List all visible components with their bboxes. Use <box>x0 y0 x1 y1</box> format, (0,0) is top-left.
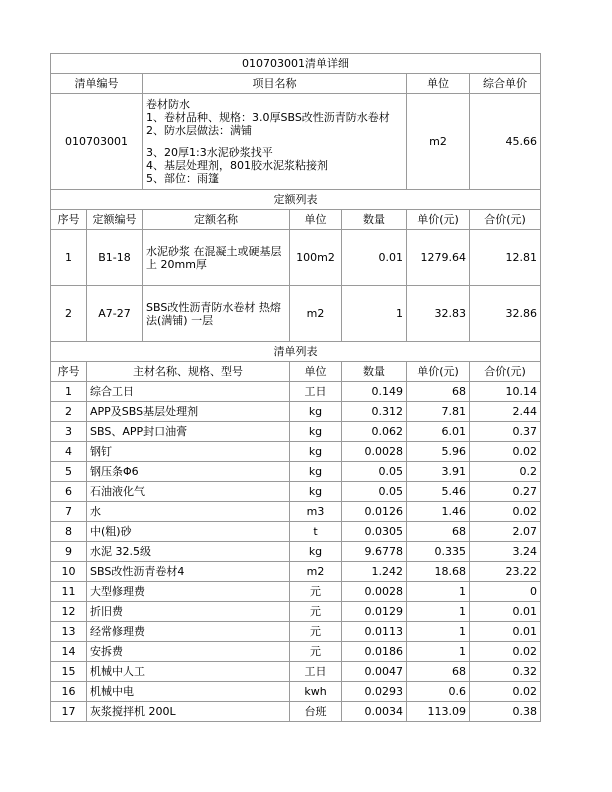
material-qty-header: 数量 <box>342 362 407 382</box>
material-row <box>51 642 541 662</box>
material-qty: 1.242 <box>342 562 407 582</box>
material-seq: 1 <box>51 382 87 402</box>
material-unit-price: 68 <box>407 662 470 682</box>
material-unit-price: 6.01 <box>407 422 470 442</box>
quota-seq: 1 <box>51 230 87 286</box>
quota-total-header: 合价(元) <box>470 210 541 230</box>
material-qty: 0.149 <box>342 382 407 402</box>
bill-description-line: 卷材防水 <box>146 98 190 111</box>
quota-name: 水泥砂浆 在混凝土或硬基层上 20mm厚 <box>143 230 290 286</box>
material-name: 经常修理费 <box>87 622 290 642</box>
material-row <box>51 702 541 722</box>
quota-unit-price: 1279.64 <box>407 230 470 286</box>
material-row <box>51 382 541 402</box>
quota-header-row <box>51 210 541 230</box>
material-unit: 元 <box>290 602 342 622</box>
material-row <box>51 582 541 602</box>
material-name: 钢压条Φ6 <box>87 462 290 482</box>
quota-row <box>51 230 541 286</box>
material-unit: kg <box>290 442 342 462</box>
bill-detail-table <box>50 53 541 722</box>
material-row <box>51 482 541 502</box>
material-name: APP及SBS基层处理剂 <box>87 402 290 422</box>
material-qty: 0.0305 <box>342 522 407 542</box>
material-row <box>51 502 541 522</box>
bill-price: 45.66 <box>470 94 541 190</box>
material-seq-header: 序号 <box>51 362 87 382</box>
material-total: 0.32 <box>470 662 541 682</box>
material-total: 0.02 <box>470 502 541 522</box>
material-name: 钢钉 <box>87 442 290 462</box>
material-section-row <box>51 342 541 362</box>
bill-unit: m2 <box>407 94 470 190</box>
material-name: 中(粗)砂 <box>87 522 290 542</box>
quota-row <box>51 286 541 342</box>
material-seq: 17 <box>51 702 87 722</box>
material-total: 0.02 <box>470 682 541 702</box>
material-row <box>51 622 541 642</box>
material-total: 23.22 <box>470 562 541 582</box>
material-unit: kg <box>290 422 342 442</box>
quota-section-row <box>51 190 541 210</box>
material-unit-price: 5.46 <box>407 482 470 502</box>
material-unit: m2 <box>290 562 342 582</box>
material-qty: 0.0047 <box>342 662 407 682</box>
material-row <box>51 442 541 462</box>
material-total: 2.44 <box>470 402 541 422</box>
bill-price-header: 综合单价 <box>470 74 541 94</box>
material-total: 0.02 <box>470 442 541 462</box>
material-unit: 台班 <box>290 702 342 722</box>
material-total: 3.24 <box>470 542 541 562</box>
material-unit-price: 68 <box>407 522 470 542</box>
material-qty: 0.05 <box>342 482 407 502</box>
material-name: 折旧费 <box>87 602 290 622</box>
quota-unit-price: 32.83 <box>407 286 470 342</box>
material-name-header: 主材名称、规格、型号 <box>87 362 290 382</box>
quota-qty: 0.01 <box>342 230 407 286</box>
material-row <box>51 562 541 582</box>
quota-seq-header: 序号 <box>51 210 87 230</box>
material-unit-price: 7.81 <box>407 402 470 422</box>
quota-name-header: 定额名称 <box>143 210 290 230</box>
material-seq: 11 <box>51 582 87 602</box>
bill-unit-header: 单位 <box>407 74 470 94</box>
material-unit-price: 18.68 <box>407 562 470 582</box>
bill-header-row <box>51 74 541 94</box>
material-unit: kwh <box>290 682 342 702</box>
material-seq: 7 <box>51 502 87 522</box>
quota-total: 32.86 <box>470 286 541 342</box>
material-qty: 0.0293 <box>342 682 407 702</box>
material-qty: 0.0126 <box>342 502 407 522</box>
material-seq: 2 <box>51 402 87 422</box>
material-qty: 0.312 <box>342 402 407 422</box>
material-seq: 16 <box>51 682 87 702</box>
material-name: 机械中电 <box>87 682 290 702</box>
material-unit: kg <box>290 482 342 502</box>
material-name: 石油液化气 <box>87 482 290 502</box>
material-name: 水 <box>87 502 290 522</box>
material-name: 机械中人工 <box>87 662 290 682</box>
material-total: 0.01 <box>470 622 541 642</box>
material-name: 灰浆搅拌机 200L <box>87 702 290 722</box>
quota-section-title: 定额列表 <box>51 190 541 210</box>
material-section-title: 清单列表 <box>51 342 541 362</box>
material-seq: 13 <box>51 622 87 642</box>
material-total: 0.27 <box>470 482 541 502</box>
bill-description-line: 1、卷材品种、规格：3.0厚SBS改性沥青防水卷材 <box>146 111 390 124</box>
bill-description-line: 3、20厚1:3水泥砂浆找平 <box>146 146 273 159</box>
bill-description-line <box>146 137 403 146</box>
material-seq: 14 <box>51 642 87 662</box>
bill-description-line: 4、基层处理剂，801胶水泥浆粘接剂 <box>146 159 328 172</box>
material-total: 0.2 <box>470 462 541 482</box>
quota-name: SBS改性沥青防水卷材 热熔法(满铺) 一层 <box>143 286 290 342</box>
material-unit: m3 <box>290 502 342 522</box>
material-unit-price: 0.6 <box>407 682 470 702</box>
material-qty: 0.0034 <box>342 702 407 722</box>
material-row <box>51 662 541 682</box>
title-row <box>51 54 541 74</box>
quota-code-header: 定额编号 <box>87 210 143 230</box>
material-unit: t <box>290 522 342 542</box>
material-seq: 6 <box>51 482 87 502</box>
material-unit: kg <box>290 402 342 422</box>
material-unit-header: 单位 <box>290 362 342 382</box>
material-unit: kg <box>290 542 342 562</box>
material-seq: 9 <box>51 542 87 562</box>
material-unit-price: 5.96 <box>407 442 470 462</box>
material-unit-price: 68 <box>407 382 470 402</box>
material-seq: 8 <box>51 522 87 542</box>
material-row <box>51 602 541 622</box>
material-qty: 0.0113 <box>342 622 407 642</box>
quota-unit-header: 单位 <box>290 210 342 230</box>
material-unit: kg <box>290 462 342 482</box>
material-total-header: 合价(元) <box>470 362 541 382</box>
quota-unit: 100m2 <box>290 230 342 286</box>
material-name: 安拆费 <box>87 642 290 662</box>
material-unit-price: 0.335 <box>407 542 470 562</box>
material-name: SBS、APP封口油膏 <box>87 422 290 442</box>
quota-code: B1-18 <box>87 230 143 286</box>
quota-seq: 2 <box>51 286 87 342</box>
material-name: 水泥 32.5级 <box>87 542 290 562</box>
material-name: 综合工日 <box>87 382 290 402</box>
quota-code: A7-27 <box>87 286 143 342</box>
material-unit: 工日 <box>290 662 342 682</box>
material-unit-price: 1 <box>407 582 470 602</box>
material-qty: 0.0129 <box>342 602 407 622</box>
material-seq: 10 <box>51 562 87 582</box>
material-row <box>51 682 541 702</box>
bill-description-line: 5、部位：雨篷 <box>146 172 219 185</box>
material-unit-price: 1 <box>407 622 470 642</box>
material-qty: 0.0186 <box>342 642 407 662</box>
material-row <box>51 522 541 542</box>
material-row <box>51 542 541 562</box>
material-header-row <box>51 362 541 382</box>
material-total: 10.14 <box>470 382 541 402</box>
bill-description <box>143 94 407 190</box>
material-total: 0.02 <box>470 642 541 662</box>
material-unit: 工日 <box>290 382 342 402</box>
material-qty: 0.0028 <box>342 442 407 462</box>
material-total: 0 <box>470 582 541 602</box>
material-row <box>51 422 541 442</box>
material-qty: 9.6778 <box>342 542 407 562</box>
material-total: 0.01 <box>470 602 541 622</box>
material-seq: 15 <box>51 662 87 682</box>
material-unit: 元 <box>290 622 342 642</box>
material-total: 0.38 <box>470 702 541 722</box>
material-seq: 5 <box>51 462 87 482</box>
material-seq: 3 <box>51 422 87 442</box>
material-name: SBS改性沥青卷材4 <box>87 562 290 582</box>
material-qty: 0.0028 <box>342 582 407 602</box>
material-qty: 0.05 <box>342 462 407 482</box>
bill-code-header: 清单编号 <box>51 74 143 94</box>
bill-row <box>51 94 541 190</box>
quota-unit: m2 <box>290 286 342 342</box>
material-unit: 元 <box>290 582 342 602</box>
material-total: 0.37 <box>470 422 541 442</box>
material-unit-price: 113.09 <box>407 702 470 722</box>
page-title: 010703001清单详细 <box>51 54 541 74</box>
material-total: 2.07 <box>470 522 541 542</box>
bill-name-header: 项目名称 <box>143 74 407 94</box>
material-row <box>51 402 541 422</box>
material-unit-price: 3.91 <box>407 462 470 482</box>
material-unit: 元 <box>290 642 342 662</box>
material-unit-price: 1 <box>407 602 470 622</box>
quota-total: 12.81 <box>470 230 541 286</box>
material-seq: 12 <box>51 602 87 622</box>
bill-description-line: 2、防水层做法：满铺 <box>146 124 252 137</box>
material-name: 大型修理费 <box>87 582 290 602</box>
material-row <box>51 462 541 482</box>
material-qty: 0.062 <box>342 422 407 442</box>
material-unit-price: 1.46 <box>407 502 470 522</box>
material-unit-price: 1 <box>407 642 470 662</box>
material-seq: 4 <box>51 442 87 462</box>
material-unit-price-header: 单价(元) <box>407 362 470 382</box>
quota-qty: 1 <box>342 286 407 342</box>
quota-qty-header: 数量 <box>342 210 407 230</box>
bill-code: 010703001 <box>51 94 143 190</box>
quota-unit-price-header: 单价(元) <box>407 210 470 230</box>
